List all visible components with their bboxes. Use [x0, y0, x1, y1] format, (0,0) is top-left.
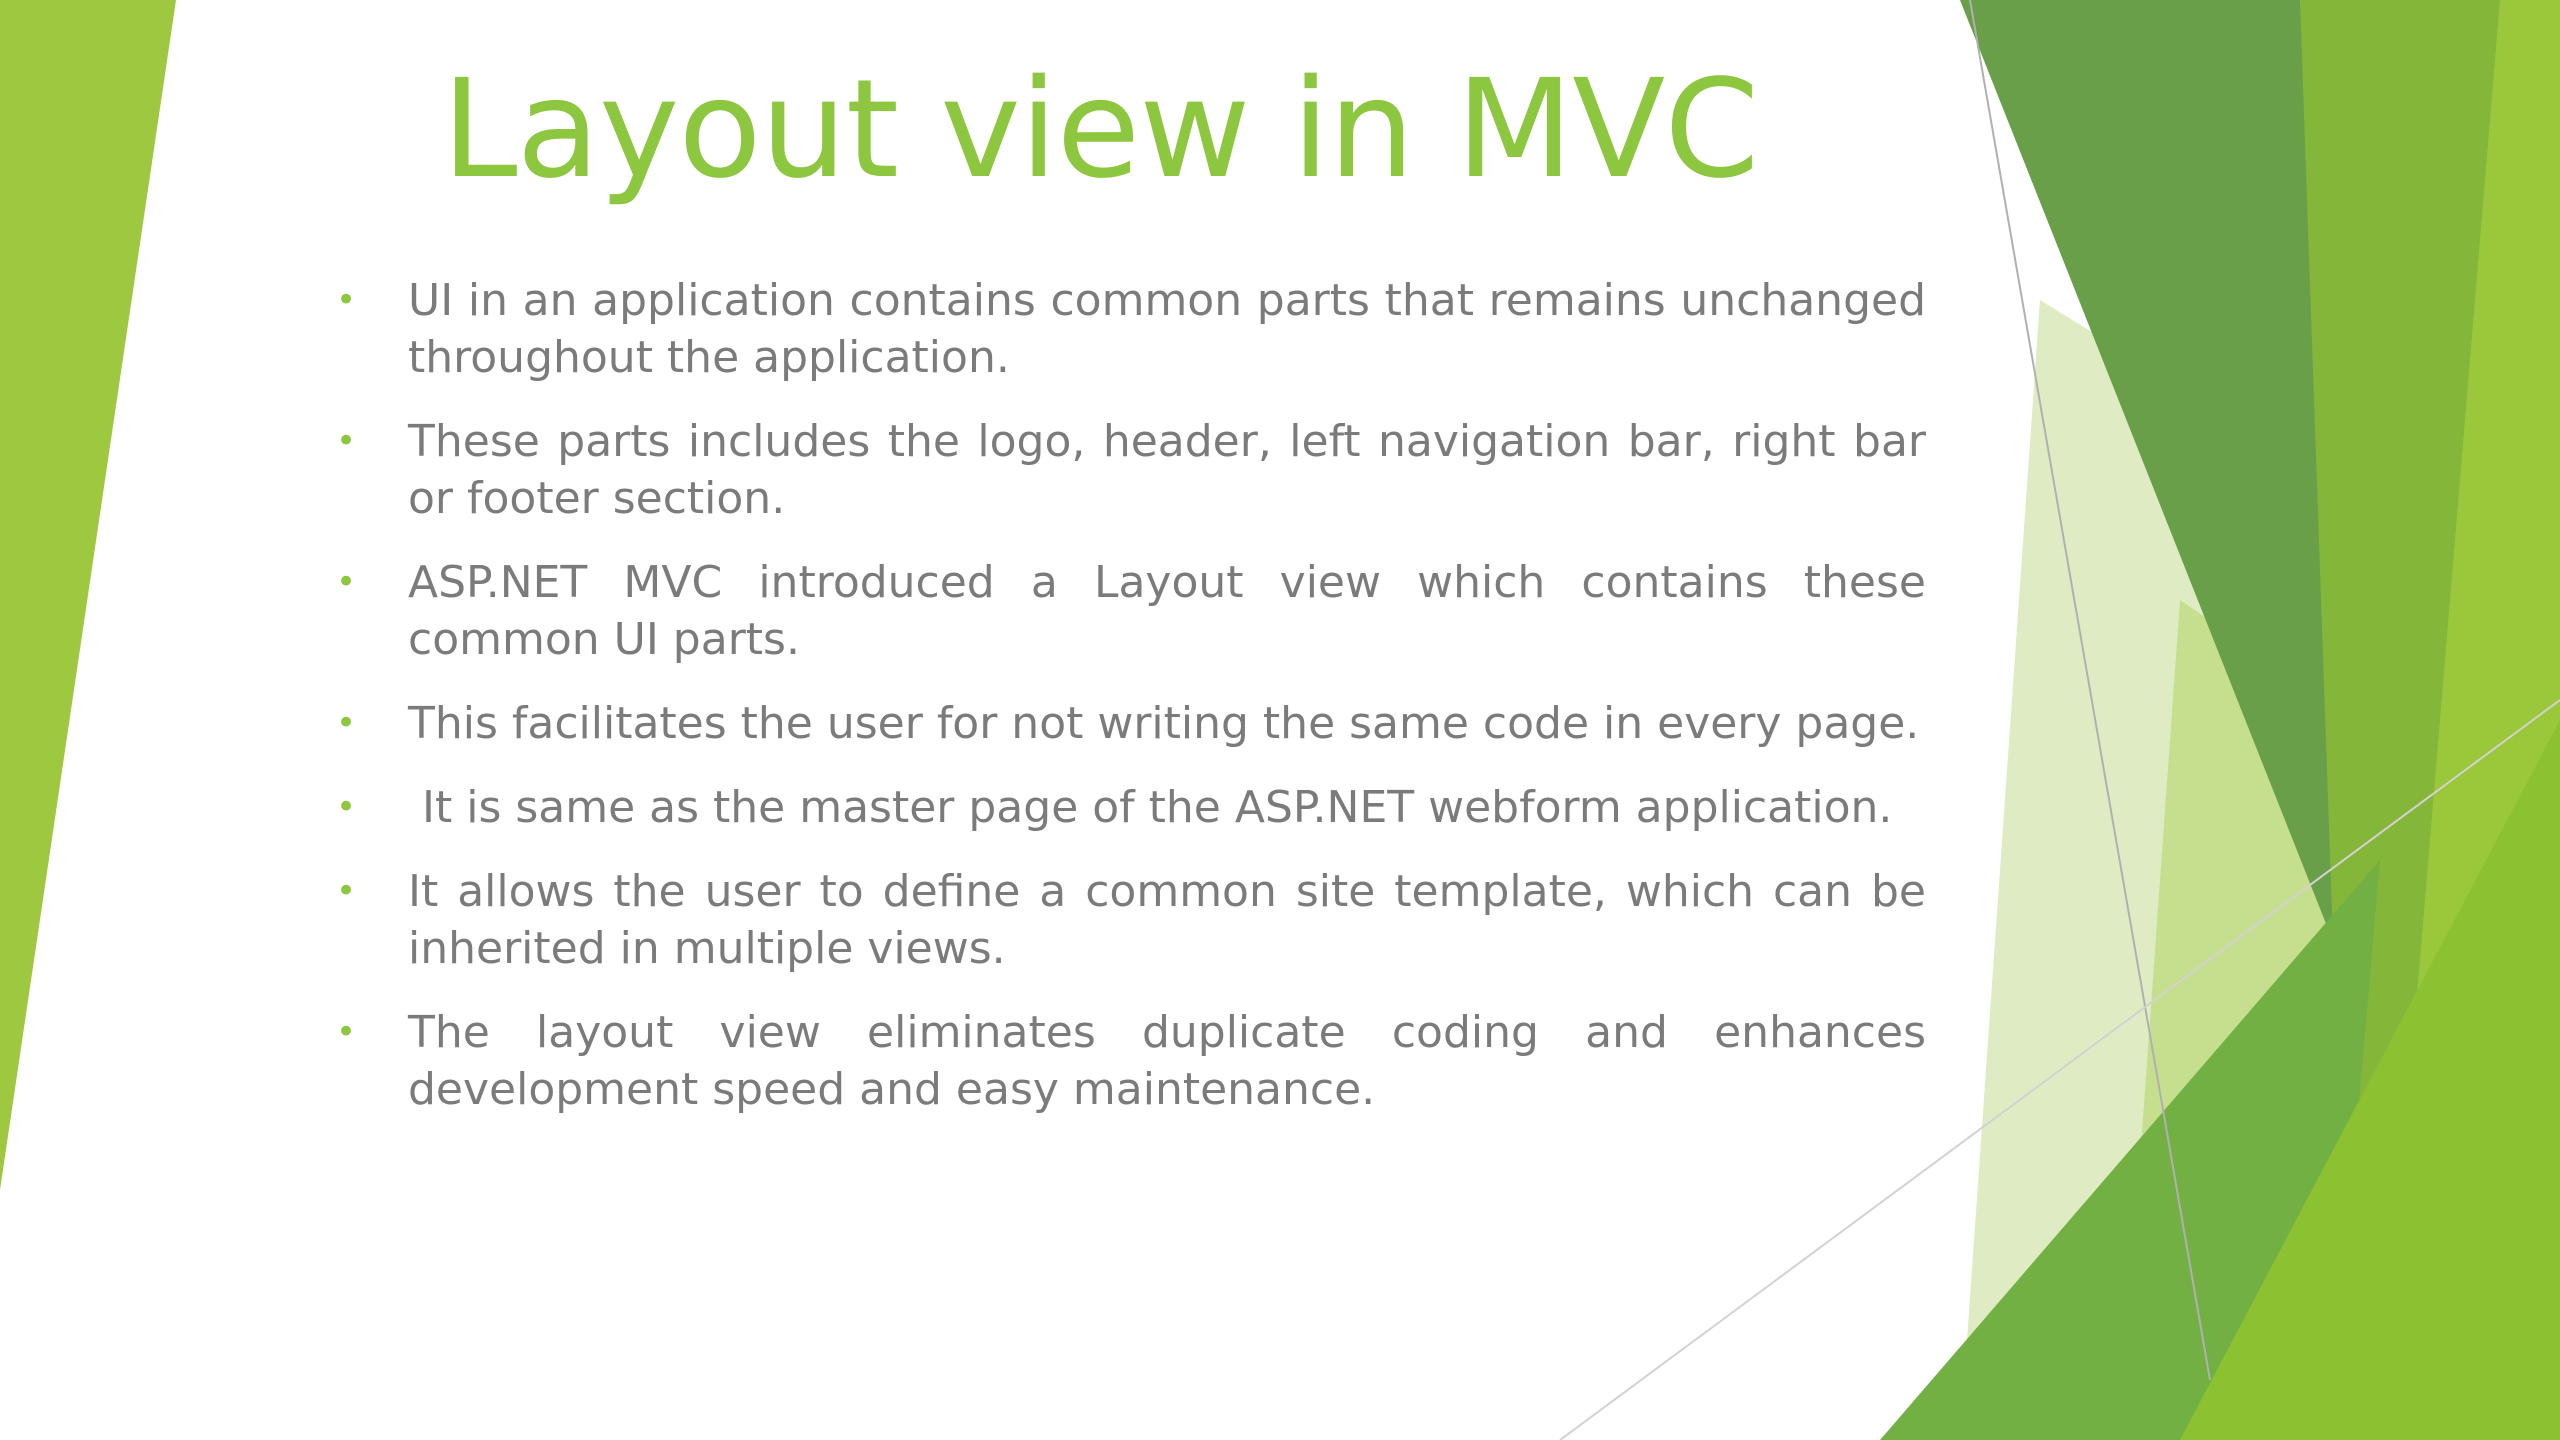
- bullet-text: This facilitates the user for not writing the same code in every page.: [408, 698, 1920, 749]
- bullet-text: These parts includes the logo, header, left navigation bar, right bar or footer section.: [408, 416, 1926, 524]
- bullet-item: [330, 554, 1926, 668]
- bullet-text: The layout view eliminates duplicate coding and enhances development speed and easy maintenance.: [408, 1007, 1926, 1115]
- bullet-item: [330, 863, 1926, 977]
- bullet-text: It is same as the master page of the ASP.NET webform application.: [408, 782, 1893, 833]
- bullet-icon: •: [336, 1012, 357, 1052]
- bullet-item: [330, 413, 1926, 527]
- bullet-text: UI in an application contains common parts that remains unchanged throughout the application.: [408, 275, 1926, 383]
- bullet-text: ASP.NET MVC introduced a Layout view which contains these common UI parts.: [408, 557, 1926, 665]
- bullet-item: [330, 695, 1926, 752]
- bullet-item: [330, 272, 1926, 386]
- bullet-icon: •: [336, 871, 357, 911]
- bullet-icon: •: [336, 280, 357, 320]
- bullet-item: [330, 779, 1926, 836]
- bullet-icon: •: [336, 787, 357, 827]
- bullet-icon: •: [336, 421, 357, 461]
- slide-title: Layout view in MVC: [441, 51, 1759, 209]
- bullet-icon: •: [336, 703, 357, 743]
- bullet-list: [330, 272, 1926, 1145]
- bullet-icon: •: [336, 562, 357, 602]
- bullet-text: It allows the user to define a common site template, which can be inherited in multiple views.: [408, 866, 1926, 974]
- bullet-item: [330, 1004, 1926, 1118]
